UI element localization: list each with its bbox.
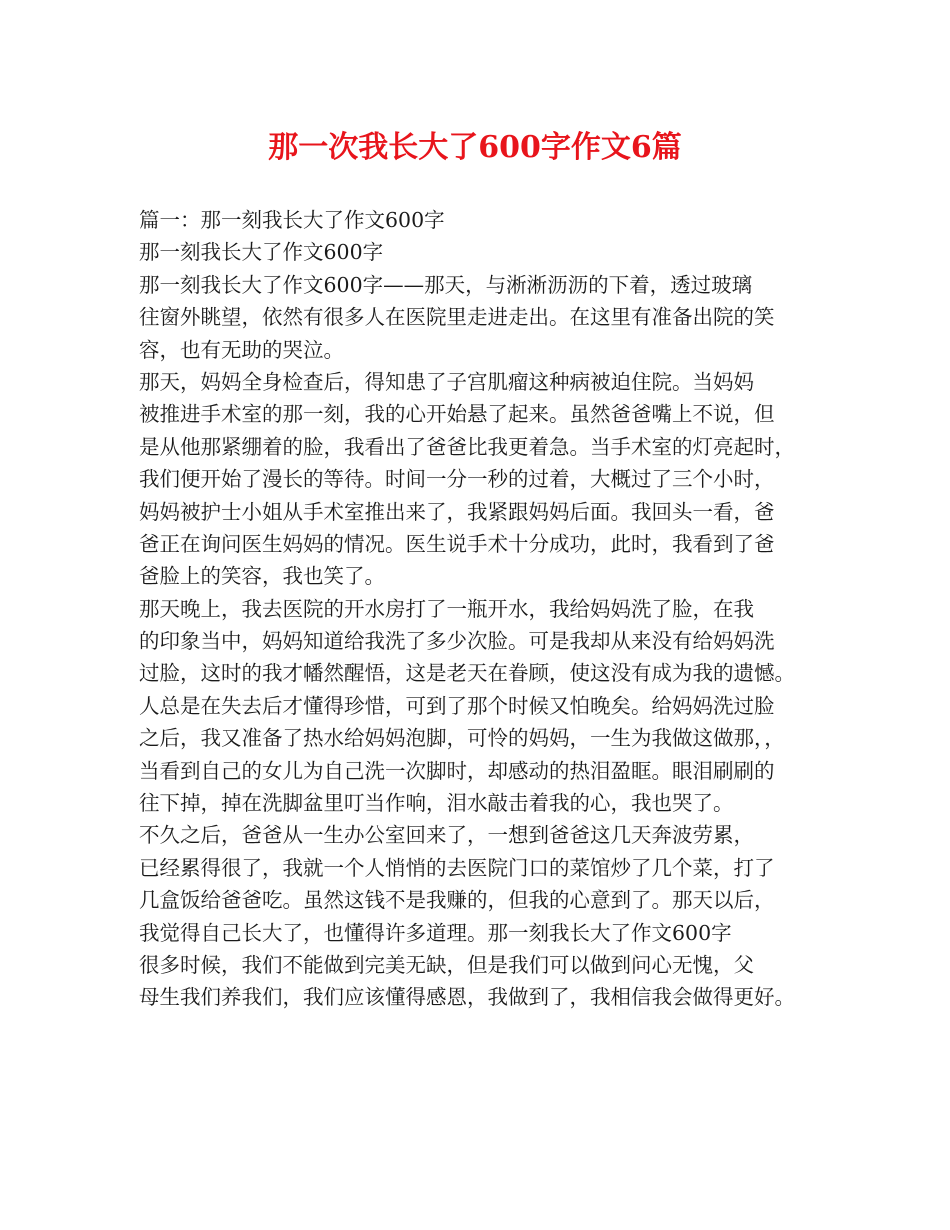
text-line: 那一刻我长大了作文600字: [139, 240, 384, 265]
text-line: 妈妈被护士小姐从手术室推出来了，我紧跟妈妈后面。我回头一看，爸: [139, 499, 775, 524]
text-line: 人总是在失去后才懂得珍惜，可到了那个时候又怕晚矣。给妈妈洗过脸: [139, 693, 775, 718]
text-line: 那天晚上，我去医院的开水房打了一瓶开水，我给妈妈洗了脸，在我: [139, 596, 754, 621]
text-line: 往下掉，掉在洗脚盆里叮当作响，泪水敲击着我的心，我也哭了。: [139, 791, 734, 816]
text-line: 不久之后，爸爸从一生办公室回来了，一想到爸爸这几天奔波劳累，: [139, 823, 754, 848]
text-line: 我觉得自己长大了，也懂得许多道理。那一刻我长大了作文600字: [139, 920, 732, 945]
text-line: 过脸，这时的我才幡然醒悟，这是老天在眷顾，使这没有成为我的遗憾。: [139, 661, 795, 686]
text-line: 被推进手术室的那一刻，我的心开始悬了起来。虽然爸爸嘴上不说，但: [139, 402, 775, 427]
text-line: 很多时候，我们不能做到完美无缺，但是我们可以做到问心无愧，父: [139, 952, 754, 977]
text-line: 已经累得很了，我就一个人悄悄的去医院门口的菜馆炒了几个菜，打了: [139, 855, 775, 880]
text-line: 爸脸上的笑容，我也笑了。: [139, 564, 385, 589]
text-line: 篇一：那一刻我长大了作文600字: [139, 208, 445, 232]
text-line: 那天，妈妈全身检查后，得知患了子宫肌瘤这种病被迫住院。当妈妈: [139, 369, 754, 394]
text-line: 几盒饭给爸爸吃。虽然这钱不是我赚的，但我的心意到了。那天以后，: [139, 888, 775, 913]
text-line: 容，也有无助的哭泣。: [139, 337, 344, 362]
text-line: 我们便开始了漫长的等待。时间一分一秒的过着，大概过了三个小时，: [139, 467, 775, 492]
text-line: 之后，我又准备了热水给妈妈泡脚，可怜的妈妈，一生为我做这做那，，: [139, 726, 785, 751]
text-line: 往窗外眺望，依然有很多人在医院里走进走出。在这里有准备出院的笑: [139, 305, 775, 330]
text-line: 爸正在询问医生妈妈的情况。医生说手术十分成功，此时，我看到了爸: [139, 531, 775, 556]
text-line: 是从他那紧绷着的脸，我看出了爸爸比我更着急。当手术室的灯亮起时，: [139, 434, 795, 459]
text-line: 母生我们养我们，我们应该懂得感恩，我做到了，我相信我会做得更好。: [139, 985, 795, 1010]
document-title: 那一次我长大了600字作文6篇: [268, 130, 682, 165]
text-line: 那一刻我长大了作文600字——那天，与淅淅沥沥的下着，透过玻璃: [139, 272, 753, 297]
document-body: [139, 204, 829, 1014]
text-line: 的印象当中，妈妈知道给我洗了多少次脸。可是我却从来没有给妈妈洗: [139, 629, 775, 654]
text-line: 当看到自己的女儿为自己洗一次脚时，却感动的热泪盈眶。眼泪刷刷的: [139, 758, 775, 783]
